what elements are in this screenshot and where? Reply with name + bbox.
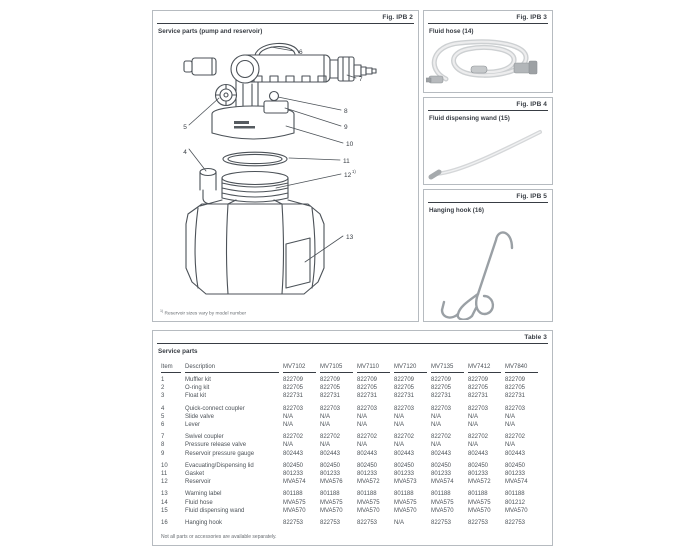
part-number-cell: N/A bbox=[431, 422, 442, 429]
table-row bbox=[161, 413, 538, 421]
part-number-cell: MVA570 bbox=[505, 507, 528, 514]
hook-shaft bbox=[478, 232, 512, 294]
item-cell: 3 bbox=[161, 393, 165, 400]
description-cell: Gasket bbox=[185, 471, 205, 478]
part-number-cell: 822703 bbox=[283, 405, 304, 412]
nipple-1 bbox=[354, 65, 361, 76]
part-number-cell: 822705 bbox=[357, 385, 378, 392]
part-number-cell: 822731 bbox=[283, 393, 304, 400]
part-number-cell: 801233 bbox=[320, 471, 341, 478]
part-number-cell: 822702 bbox=[394, 434, 415, 441]
table-row bbox=[161, 450, 538, 458]
table-row bbox=[161, 421, 538, 429]
item-cell: 2 bbox=[161, 385, 165, 392]
part-number-cell: 801233 bbox=[505, 471, 526, 478]
part-number-cell: N/A bbox=[283, 422, 294, 429]
part-number-cell: 822709 bbox=[357, 377, 378, 383]
logo-mark bbox=[234, 126, 255, 129]
hex-nut bbox=[338, 57, 354, 81]
part-number-cell: MVA573 bbox=[394, 479, 417, 486]
description-cell: Muffler kit bbox=[185, 377, 211, 383]
part-number-cell: 802443 bbox=[283, 450, 304, 457]
dispensing-wand-image bbox=[426, 124, 550, 182]
part-number-cell: 801188 bbox=[394, 491, 414, 498]
part-number-cell: 801188 bbox=[431, 491, 451, 498]
part-number-cell: 822731 bbox=[505, 393, 526, 400]
part-number-cell: 822702 bbox=[320, 434, 341, 441]
table-row bbox=[161, 478, 538, 486]
relief-ball bbox=[270, 92, 279, 101]
part-number-cell: 801233 bbox=[431, 471, 452, 478]
part-number-cell: 802450 bbox=[505, 462, 526, 469]
item-cell: 4 bbox=[161, 405, 165, 412]
description-cell: Lever bbox=[185, 422, 201, 429]
pump-handle-line bbox=[255, 43, 299, 55]
part-number-cell: MVA575 bbox=[320, 499, 343, 506]
part-number-cell: 822753 bbox=[468, 520, 489, 527]
part-number-cell: 822753 bbox=[431, 520, 452, 527]
part-number-cell: N/A bbox=[431, 413, 442, 420]
description-cell: Fluid hose bbox=[185, 499, 213, 506]
part-number-cell: 801188 bbox=[283, 491, 303, 498]
part-number-cell: 822731 bbox=[468, 393, 489, 400]
description-cell: Swivel coupler bbox=[185, 434, 224, 441]
leader-10 bbox=[286, 126, 343, 143]
part-number-cell: MVA574 bbox=[283, 479, 306, 486]
part-number-cell: 801188 bbox=[468, 491, 488, 498]
item-cell: 5 bbox=[161, 413, 165, 420]
part-number-cell: 802450 bbox=[357, 462, 378, 469]
part-number-cell: 802450 bbox=[431, 462, 452, 469]
part-number-cell: 801233 bbox=[394, 471, 415, 478]
table-row bbox=[161, 486, 538, 498]
callout-11: 11 bbox=[343, 158, 350, 165]
column-header-mv7412: MV7412 bbox=[468, 357, 501, 373]
item-cell: 12 bbox=[161, 479, 168, 486]
figure-tag: Fig. IPB 5 bbox=[516, 193, 547, 200]
reservoir-footnote bbox=[160, 309, 246, 317]
callout-7: 7 bbox=[359, 76, 363, 83]
hose-coupler-collar bbox=[529, 61, 537, 74]
item-cell: 14 bbox=[161, 499, 168, 506]
part-number-cell: 801188 bbox=[505, 491, 525, 498]
hook-curl bbox=[442, 302, 458, 317]
part-number-cell: N/A bbox=[357, 413, 368, 420]
part-number-cell: MVA575 bbox=[283, 499, 306, 506]
part-number-cell: MVA575 bbox=[357, 499, 380, 506]
table-row bbox=[161, 373, 538, 384]
column-header-item: Item bbox=[161, 357, 181, 373]
figure-pump-reservoir bbox=[152, 10, 419, 322]
part-number-cell: N/A bbox=[431, 442, 442, 449]
hose-coupler-body bbox=[514, 63, 530, 73]
part-number-cell: MVA570 bbox=[468, 507, 491, 514]
item-cell: 13 bbox=[161, 491, 168, 498]
jar-label-panel bbox=[286, 238, 310, 288]
part-number-cell: N/A bbox=[394, 413, 405, 420]
part-number-cell: MVA570 bbox=[320, 507, 343, 514]
part-number-cell: 822703 bbox=[468, 405, 489, 412]
part-number-cell: 822731 bbox=[394, 393, 415, 400]
part-number-cell: 801188 bbox=[357, 491, 377, 498]
table-row bbox=[161, 441, 538, 449]
part-number-cell: MVA570 bbox=[283, 507, 306, 514]
part-number-cell: 802443 bbox=[505, 450, 526, 457]
part-number-cell: MVA574 bbox=[431, 479, 454, 486]
part-number-cell: 822709 bbox=[283, 377, 304, 383]
part-number-cell: 822753 bbox=[320, 520, 341, 527]
part-number-cell: 822731 bbox=[431, 393, 452, 400]
footnote-text: Reservoir sizes vary by model number bbox=[164, 312, 247, 317]
description-cell: O-ring kit bbox=[185, 385, 210, 392]
part-number-cell: MVA575 bbox=[431, 499, 454, 506]
part-number-cell: N/A bbox=[505, 422, 516, 429]
part-number-cell: N/A bbox=[468, 442, 479, 449]
item-cell: 11 bbox=[161, 471, 168, 478]
part-number-cell: 822709 bbox=[320, 377, 341, 383]
nipple-3 bbox=[366, 68, 372, 74]
column-header-mv7840: MV7840 bbox=[505, 357, 538, 373]
part-number-cell: 822703 bbox=[357, 405, 378, 412]
part-number-cell: 802450 bbox=[283, 462, 304, 469]
table-row bbox=[161, 429, 538, 441]
table-row bbox=[161, 458, 538, 470]
description-cell: Slide valve bbox=[185, 413, 215, 420]
description-cell: Hanging hook bbox=[185, 520, 223, 527]
part-number-cell: 822702 bbox=[468, 434, 489, 441]
figure-tag: Fig. IPB 2 bbox=[382, 14, 413, 21]
part-number-cell: N/A bbox=[357, 422, 368, 429]
table-footer-note: Not all parts or accessories are available separately. bbox=[161, 534, 277, 540]
figure-fluid-hose bbox=[423, 10, 553, 93]
part-number-cell: 822703 bbox=[394, 405, 415, 412]
part-number-cell: 822731 bbox=[357, 393, 378, 400]
figure-dispensing-wand bbox=[423, 97, 553, 185]
part-number-cell: N/A bbox=[320, 422, 331, 429]
fitting-collar bbox=[330, 60, 338, 78]
table-row bbox=[161, 384, 538, 392]
logo-mark bbox=[234, 121, 249, 124]
wand-tube bbox=[436, 132, 540, 174]
part-number-cell: 822702 bbox=[505, 434, 526, 441]
footnote-superscript: 1) bbox=[160, 309, 164, 314]
part-number-cell: 801233 bbox=[468, 471, 489, 478]
figure-tag: Fig. IPB 4 bbox=[516, 101, 547, 108]
fluid-hose-image bbox=[426, 35, 550, 91]
item-cell: 8 bbox=[161, 442, 165, 449]
wand-tip bbox=[431, 172, 439, 177]
column-header-mv7120: MV7120 bbox=[394, 357, 427, 373]
part-number-cell: N/A bbox=[468, 422, 479, 429]
part-number-cell: 822753 bbox=[505, 520, 526, 527]
part-number-cell: 801188 bbox=[320, 491, 340, 498]
description-cell: Reservoir pressure gauge bbox=[185, 450, 255, 457]
part-number-cell: N/A bbox=[283, 413, 294, 420]
description-cell: Evacuating/Dispensing lid bbox=[185, 462, 254, 469]
part-number-cell: 802443 bbox=[431, 450, 452, 457]
part-number-cell: 801233 bbox=[357, 471, 378, 478]
jar-threads bbox=[222, 183, 288, 202]
item-cell: 16 bbox=[161, 520, 168, 527]
callout-12-superscript: 1) bbox=[352, 169, 356, 174]
callout-8: 8 bbox=[344, 108, 348, 115]
spout-cap bbox=[200, 169, 216, 176]
hook-loop-right bbox=[476, 294, 493, 314]
part-number-cell: MVA570 bbox=[394, 507, 417, 514]
part-number-cell: MVA575 bbox=[394, 499, 417, 506]
part-number-cell: 801233 bbox=[283, 471, 304, 478]
part-number-cell: N/A bbox=[283, 442, 294, 449]
part-number-cell: 822709 bbox=[468, 377, 489, 383]
part-number-cell: 801212 bbox=[505, 499, 526, 506]
column-header-mv7135: MV7135 bbox=[431, 357, 464, 373]
part-number-cell: MVA572 bbox=[468, 479, 491, 486]
hose-end-tip bbox=[426, 78, 431, 82]
column-header-mv7102: MV7102 bbox=[283, 357, 316, 373]
part-number-cell: 802443 bbox=[320, 450, 341, 457]
part-number-cell: 822702 bbox=[431, 434, 452, 441]
part-number-cell: N/A bbox=[394, 520, 405, 527]
part-number-cell: N/A bbox=[320, 442, 331, 449]
part-number-cell: 822705 bbox=[283, 385, 304, 392]
part-number-cell: 822703 bbox=[320, 405, 341, 412]
hanging-hook-image bbox=[426, 216, 550, 320]
jar-neck-top bbox=[222, 172, 288, 185]
part-number-cell: 822705 bbox=[468, 385, 489, 392]
hook-loop-left bbox=[458, 294, 478, 320]
service-parts-table-box bbox=[152, 330, 553, 546]
part-number-cell: 822753 bbox=[283, 520, 304, 527]
nipple-2 bbox=[361, 67, 366, 75]
table-row bbox=[161, 470, 538, 478]
description-cell: Warning label bbox=[185, 491, 222, 498]
table-tag: Table 3 bbox=[524, 334, 547, 341]
part-number-cell: 822705 bbox=[394, 385, 415, 392]
part-number-cell: N/A bbox=[468, 413, 479, 420]
table-row bbox=[161, 507, 538, 515]
part-number-cell: 822709 bbox=[394, 377, 415, 383]
leader-11 bbox=[289, 158, 340, 160]
part-number-cell: 802450 bbox=[320, 462, 341, 469]
service-parts-table bbox=[157, 357, 542, 527]
table-title: Service parts bbox=[158, 348, 198, 355]
part-number-cell: 822702 bbox=[357, 434, 378, 441]
callout-10: 10 bbox=[346, 141, 354, 148]
table-row bbox=[161, 401, 538, 413]
part-number-cell: 822703 bbox=[505, 405, 526, 412]
description-cell: Fluid dispensing wand bbox=[185, 507, 245, 514]
o-ring-inner bbox=[228, 154, 282, 163]
callout-4: 4 bbox=[183, 149, 187, 156]
part-number-cell: N/A bbox=[357, 442, 368, 449]
item-cell: 1 bbox=[161, 377, 165, 383]
part-number-cell: N/A bbox=[505, 442, 516, 449]
figure-hanging-hook bbox=[423, 189, 553, 322]
table-row bbox=[161, 515, 538, 527]
callout-5: 5 bbox=[183, 124, 187, 131]
exploded-diagram-pump-reservoir bbox=[158, 38, 414, 300]
part-number-cell: MVA575 bbox=[468, 499, 491, 506]
column-header-mv7105: MV7105 bbox=[320, 357, 353, 373]
part-number-cell: 802450 bbox=[394, 462, 415, 469]
part-number-cell: N/A bbox=[505, 413, 516, 420]
hose-inline-connector bbox=[471, 66, 487, 73]
pump-head-inner bbox=[237, 61, 254, 78]
part-number-cell: 822753 bbox=[357, 520, 378, 527]
leader-4 bbox=[189, 149, 206, 171]
callout-9: 9 bbox=[344, 124, 348, 131]
part-number-cell: 802443 bbox=[357, 450, 378, 457]
item-cell: 6 bbox=[161, 422, 165, 429]
part-number-cell: 822702 bbox=[283, 434, 304, 441]
part-number-cell: 822705 bbox=[505, 385, 526, 392]
table-header-row bbox=[161, 357, 538, 373]
figure-tag: Fig. IPB 3 bbox=[516, 14, 547, 21]
nipple-4 bbox=[372, 69, 376, 73]
part-number-cell: 822705 bbox=[320, 385, 341, 392]
column-header-description: Description bbox=[185, 357, 279, 373]
muffler-cap bbox=[184, 61, 192, 72]
part-number-cell: MVA570 bbox=[431, 507, 454, 514]
callout-6: 6 bbox=[299, 49, 303, 56]
item-cell: 15 bbox=[161, 507, 168, 514]
description-cell: Quick-connect coupler bbox=[185, 405, 245, 412]
part-number-cell: 822703 bbox=[431, 405, 452, 412]
item-cell: 7 bbox=[161, 434, 165, 441]
figure-title: Hanging hook (16) bbox=[429, 207, 484, 214]
part-number-cell: 802450 bbox=[468, 462, 489, 469]
part-number-cell: 822731 bbox=[320, 393, 341, 400]
part-number-cell: 822705 bbox=[431, 385, 452, 392]
part-number-cell: MVA574 bbox=[505, 479, 528, 486]
base-platform bbox=[264, 101, 288, 113]
part-number-cell: N/A bbox=[320, 413, 331, 420]
part-number-cell: MVA576 bbox=[320, 479, 343, 486]
figure-title: Fluid dispensing wand (15) bbox=[429, 115, 510, 122]
part-number-cell: N/A bbox=[394, 422, 405, 429]
part-number-cell: 822709 bbox=[505, 377, 526, 383]
figure-title: Fluid hose (14) bbox=[429, 28, 474, 35]
part-number-cell: N/A bbox=[394, 442, 405, 449]
part-number-cell: MVA572 bbox=[357, 479, 380, 486]
callout-13: 13 bbox=[346, 234, 354, 241]
part-number-cell: 822709 bbox=[431, 377, 452, 383]
table-row bbox=[161, 392, 538, 400]
callout-12: 12 bbox=[344, 172, 352, 179]
description-cell: Reservoir bbox=[185, 479, 211, 486]
figure-title: Service parts (pump and reservoir) bbox=[158, 28, 263, 35]
part-number-cell: 802443 bbox=[394, 450, 415, 457]
part-number-cell: MVA570 bbox=[357, 507, 380, 514]
description-cell: Float kit bbox=[185, 393, 207, 400]
part-number-cell: 802443 bbox=[468, 450, 489, 457]
table-row bbox=[161, 499, 538, 507]
column-header-mv7110: MV7110 bbox=[357, 357, 390, 373]
item-cell: 9 bbox=[161, 450, 165, 457]
description-cell: Pressure release valve bbox=[185, 442, 247, 449]
item-cell: 10 bbox=[161, 462, 168, 469]
